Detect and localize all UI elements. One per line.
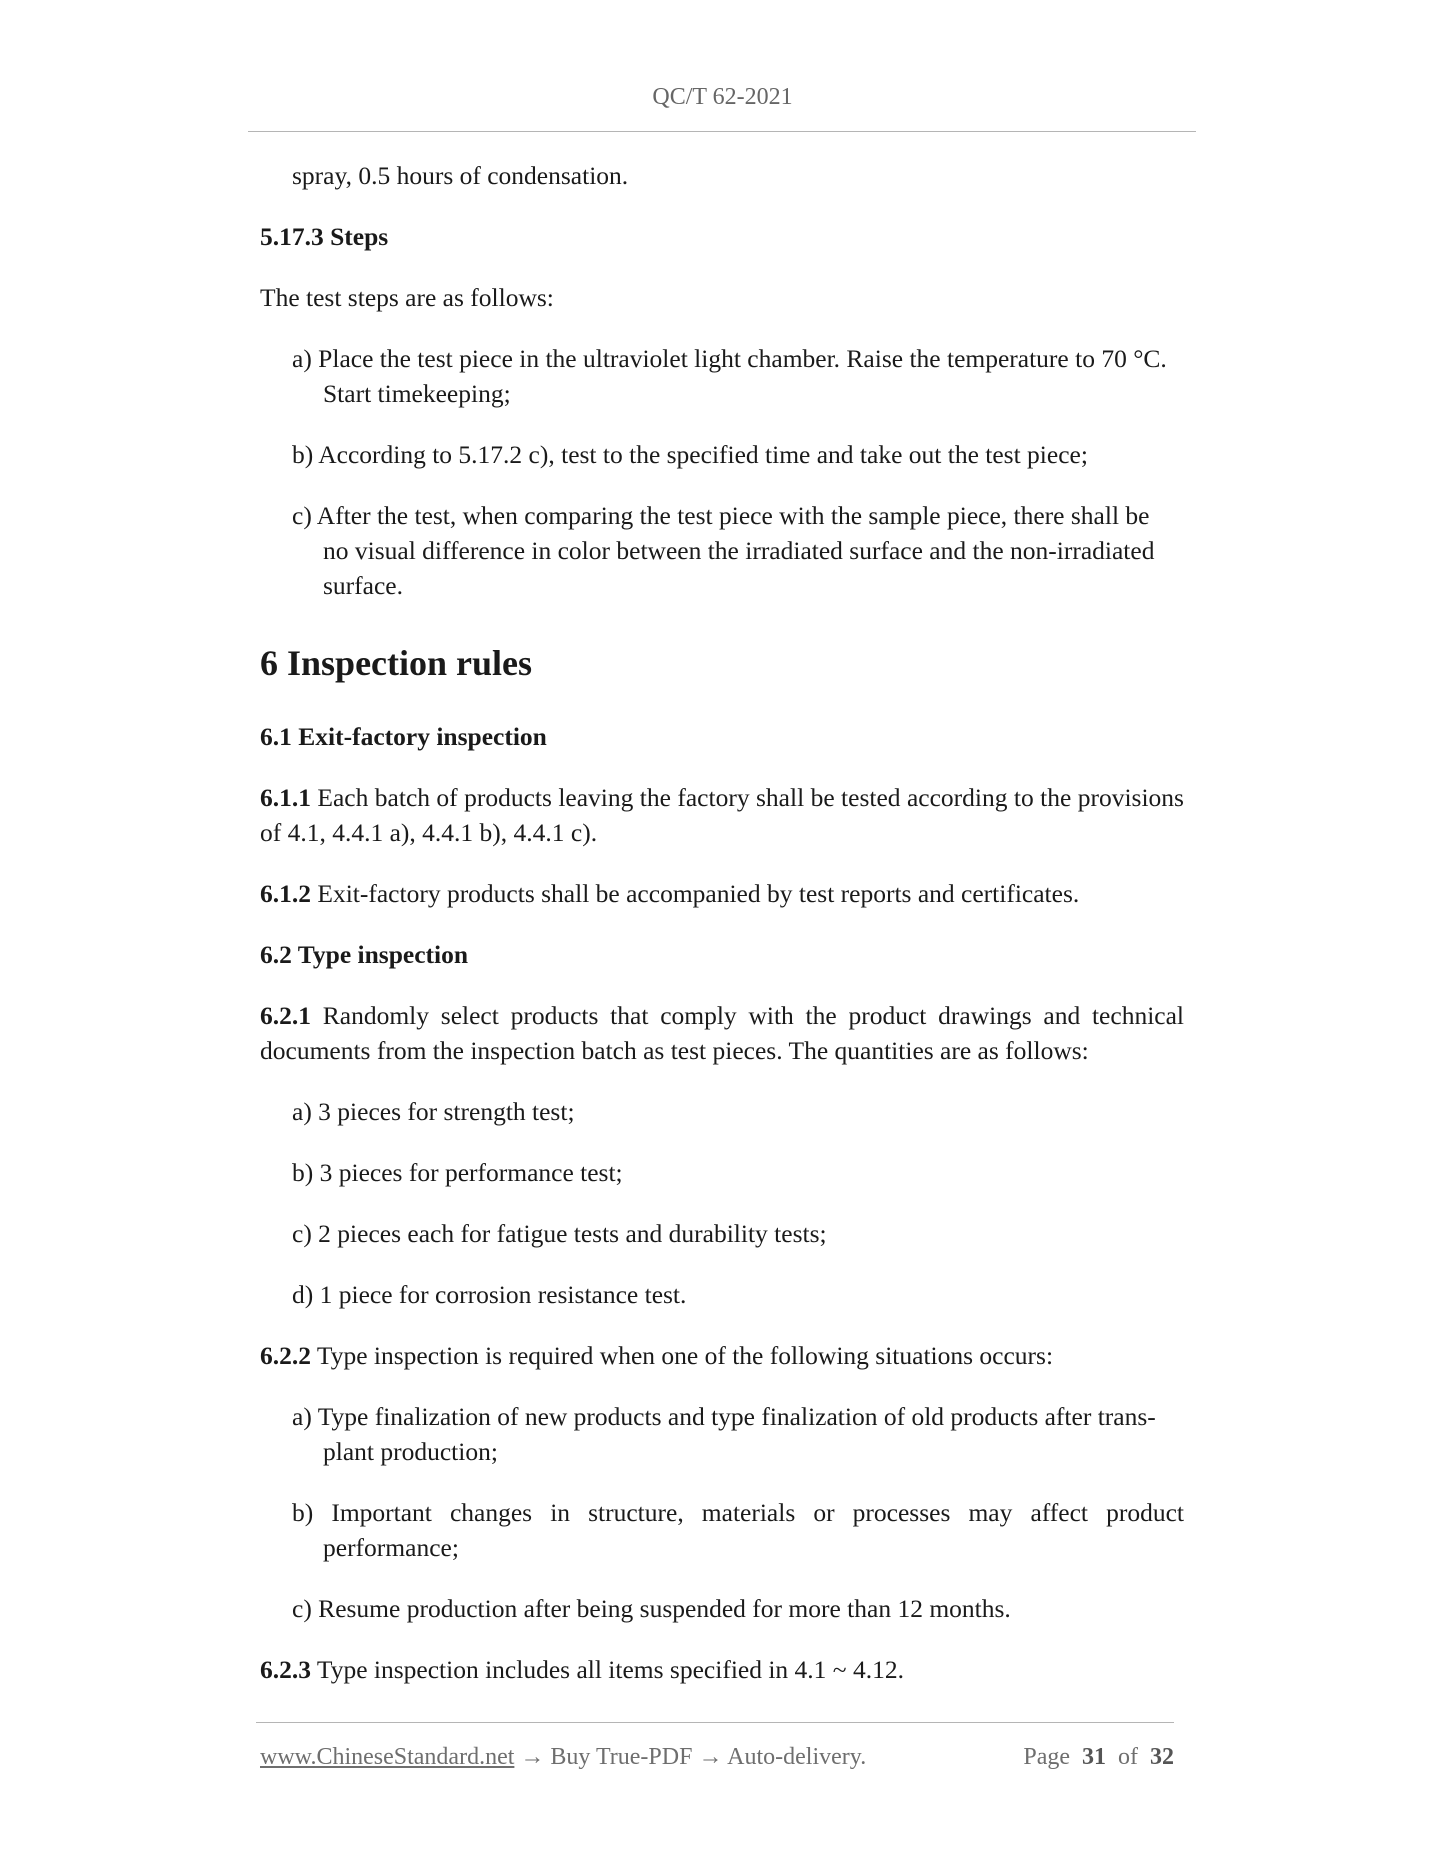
clause-6-1-1 — [260, 780, 1184, 850]
clause-number: 6.2.3 — [260, 1655, 311, 1684]
situation-b-line2: performance; — [323, 1533, 459, 1562]
clause-text: Type inspection includes all items specified in 4.1 ~ 4.12. — [311, 1655, 904, 1684]
clause-text: Type inspection is required when one of the following situations occurs: — [311, 1341, 1054, 1370]
situation-c: c) Resume production after being suspended for more than 12 months. — [292, 1594, 1011, 1623]
clause-6-2-3 — [260, 1652, 1184, 1687]
clause-6-2-2 — [260, 1338, 1184, 1373]
buy-pdf-text: Buy True-PDF — [550, 1744, 693, 1770]
page-counter — [1023, 1744, 1174, 1771]
clause-text: Exit-factory products shall be accompanied by test reports and certificates. — [311, 879, 1080, 908]
section-heading-5-17-3: 5.17.3 Steps — [260, 222, 389, 251]
steps-intro: The test steps are as follows: — [260, 283, 554, 312]
chapter-heading-6: 6 Inspection rules — [260, 643, 533, 683]
section-heading-6-1: 6.1 Exit-factory inspection — [260, 722, 547, 751]
section-heading-6-2: 6.2 Type inspection — [260, 940, 469, 969]
header-divider — [248, 131, 1196, 132]
footer-promo — [260, 1744, 866, 1771]
situation-b-line1: b) Important changes in structure, materials or processes may affect product — [292, 1498, 1184, 1527]
clause-6-2-1 — [260, 998, 1184, 1068]
quantity-b: b) 3 pieces for performance test; — [292, 1158, 623, 1187]
website-link[interactable]: www.ChineseStandard.net — [260, 1744, 515, 1770]
step-c-line1: c) After the test, when comparing the test piece with the sample piece, there shall be — [292, 501, 1150, 530]
page-header-title: QC/T 62-2021 — [652, 84, 793, 110]
step-c — [260, 498, 1184, 603]
clause-6-1-2 — [260, 876, 1184, 911]
quantity-a: a) 3 pieces for strength test; — [292, 1097, 575, 1126]
situation-b — [260, 1495, 1184, 1565]
quantity-c: c) 2 pieces each for fatigue tests and durability tests; — [292, 1219, 827, 1248]
of-label: of — [1118, 1744, 1138, 1770]
clause-number: 6.2.1 — [260, 1001, 311, 1030]
situation-a-line2: plant production; — [323, 1437, 498, 1466]
clause-number: 6.1.2 — [260, 879, 311, 908]
continued-paragraph: spray, 0.5 hours of condensation. — [292, 161, 629, 190]
situation-a-line1: a) Type finalization of new products and type finalization of old products after trans- — [292, 1402, 1156, 1431]
clause-number: 6.2.2 — [260, 1341, 311, 1370]
auto-delivery-text: Auto-delivery. — [727, 1744, 867, 1770]
total-pages: 32 — [1150, 1744, 1174, 1770]
step-b: b) According to 5.17.2 c), test to the specified time and take out the test piece; — [292, 440, 1088, 469]
arrow-right-icon: → — [698, 1744, 723, 1770]
step-a-line1: a) Place the test piece in the ultraviolet light chamber. Raise the temperature to 70 °C. — [292, 344, 1167, 373]
arrow-right-icon: → — [520, 1744, 545, 1770]
situation-a — [260, 1399, 1184, 1469]
step-c-line2: no visual difference in color between the irradiated surface and the non-irradiated — [323, 536, 1155, 565]
quantity-d: d) 1 piece for corrosion resistance test. — [292, 1280, 687, 1309]
clause-number: 6.1.1 — [260, 783, 311, 812]
document-body — [260, 158, 1184, 1687]
clause-text: Randomly select products that comply with the product drawings and technical documents from the inspection batch as test pieces. The quantities are as follows: — [260, 1001, 1184, 1065]
page-label: Page — [1023, 1744, 1070, 1770]
clause-text: Each batch of products leaving the factory shall be tested according to the provisions of 4.1, 4.4.1 a), 4.4.1 b), 4.4.1 c). — [260, 783, 1184, 847]
footer-divider — [256, 1722, 1174, 1723]
current-page: 31 — [1082, 1744, 1106, 1770]
step-a — [260, 341, 1184, 411]
step-a-line2: Start timekeeping; — [323, 379, 511, 408]
step-c-line3: surface. — [323, 571, 403, 600]
